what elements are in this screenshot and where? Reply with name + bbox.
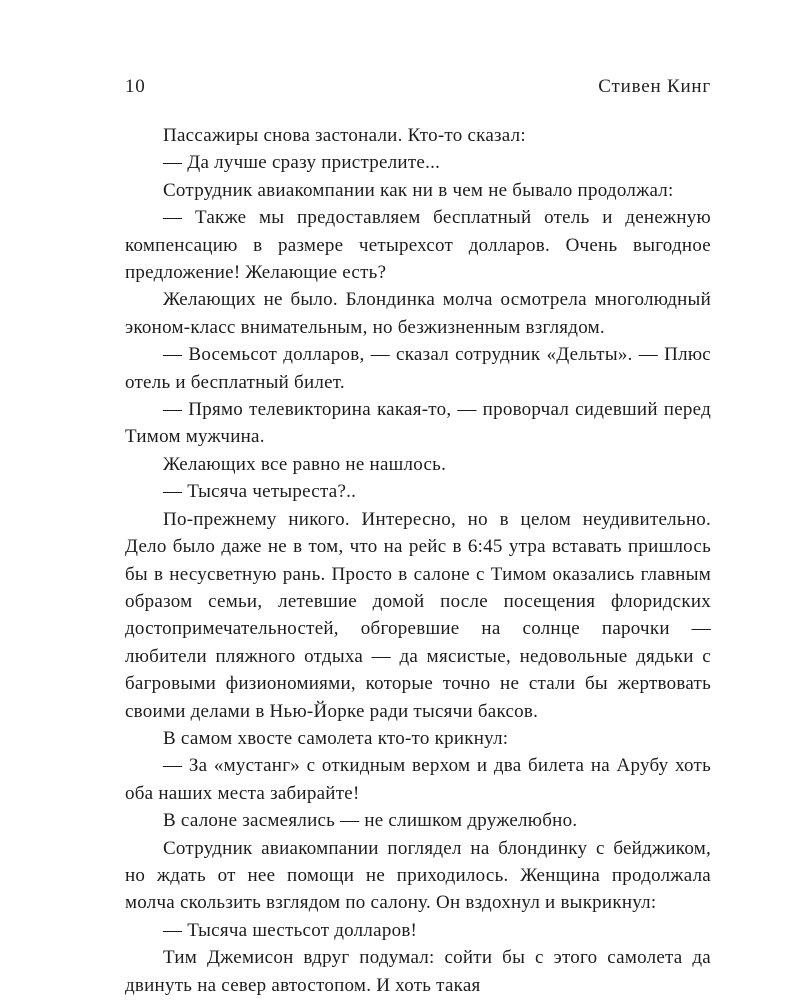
paragraph: Желающих все равно не нашлось. bbox=[163, 453, 447, 475]
paragraph: В самом хвосте самолета кто-то крикнул: bbox=[163, 727, 509, 749]
paragraph: — За «мустанг» с откидным верхом и два билета на Арубу хоть оба наших места забирайте! bbox=[125, 755, 711, 804]
paragraph: В салоне засмеялись — не слишком дружелюбно. bbox=[163, 810, 578, 832]
paragraph: — Тысяча шестьсот долларов! bbox=[163, 919, 418, 941]
paragraph: Сотрудник авиакомпании поглядел на блондинку с бейджиком, но ждать от нее помощи не приходилось. Женщина продолжала молча скользить взглядом по салону. Он вздохнул и выкрикнул: bbox=[125, 837, 711, 914]
running-title: Стивен Кинг bbox=[598, 76, 711, 97]
paragraph: — Также мы предоставляем бесплатный отель и денежную компенсацию в размере четырехсот долларов. Очень выгодное предложение! Желающие есть? bbox=[125, 207, 711, 284]
paragraph: — Прямо телевикторина какая-то, — проворчал сидевший перед Тимом мужчина. bbox=[125, 399, 711, 448]
page-number: 10 bbox=[125, 76, 146, 97]
paragraph: Желающих не было. Блондинка молча осмотрела многолюдный эконом-класс внимательным, но безжизненным взглядом. bbox=[125, 289, 711, 338]
paragraph: Сотрудник авиакомпании как ни в чем не бывало продолжал: bbox=[163, 179, 674, 201]
paragraph: Пассажиры снова застонали. Кто-то сказал: bbox=[163, 125, 526, 146]
paragraph: — Да лучше сразу пристрелите... bbox=[163, 152, 441, 174]
paragraph: По-прежнему никого. Интересно, но в целом неудивительно. Дело было даже не в том, что на рейс в 6:45 утра вставать пришлось бы в несусветную рань. Просто в салоне с Тимом оказались главным образом семьи, летевшие домой после посещения флоридских достопримечательностей, обгоревшие на солнце парочки — любители пляжного отдыха — да мясистые, недовольные дядьки с багровыми физиономиями, которые точно не стали бы жертвовать своими делами в Нью-Йорке ради тысячи баксов. bbox=[125, 508, 711, 722]
paragraph: — Восемьсот долларов, — сказал сотрудник «Дельты». — Плюс отель и бесплатный билет. bbox=[125, 344, 711, 393]
running-header bbox=[125, 76, 711, 98]
page-body bbox=[125, 122, 711, 999]
paragraph: Тим Джемисон вдруг подумал: сойти бы с этого самолета да двинуть на север автостопом. И хоть такая bbox=[125, 947, 711, 996]
page-content bbox=[125, 76, 711, 999]
paragraph: — Тысяча четыреста?.. bbox=[163, 481, 357, 503]
